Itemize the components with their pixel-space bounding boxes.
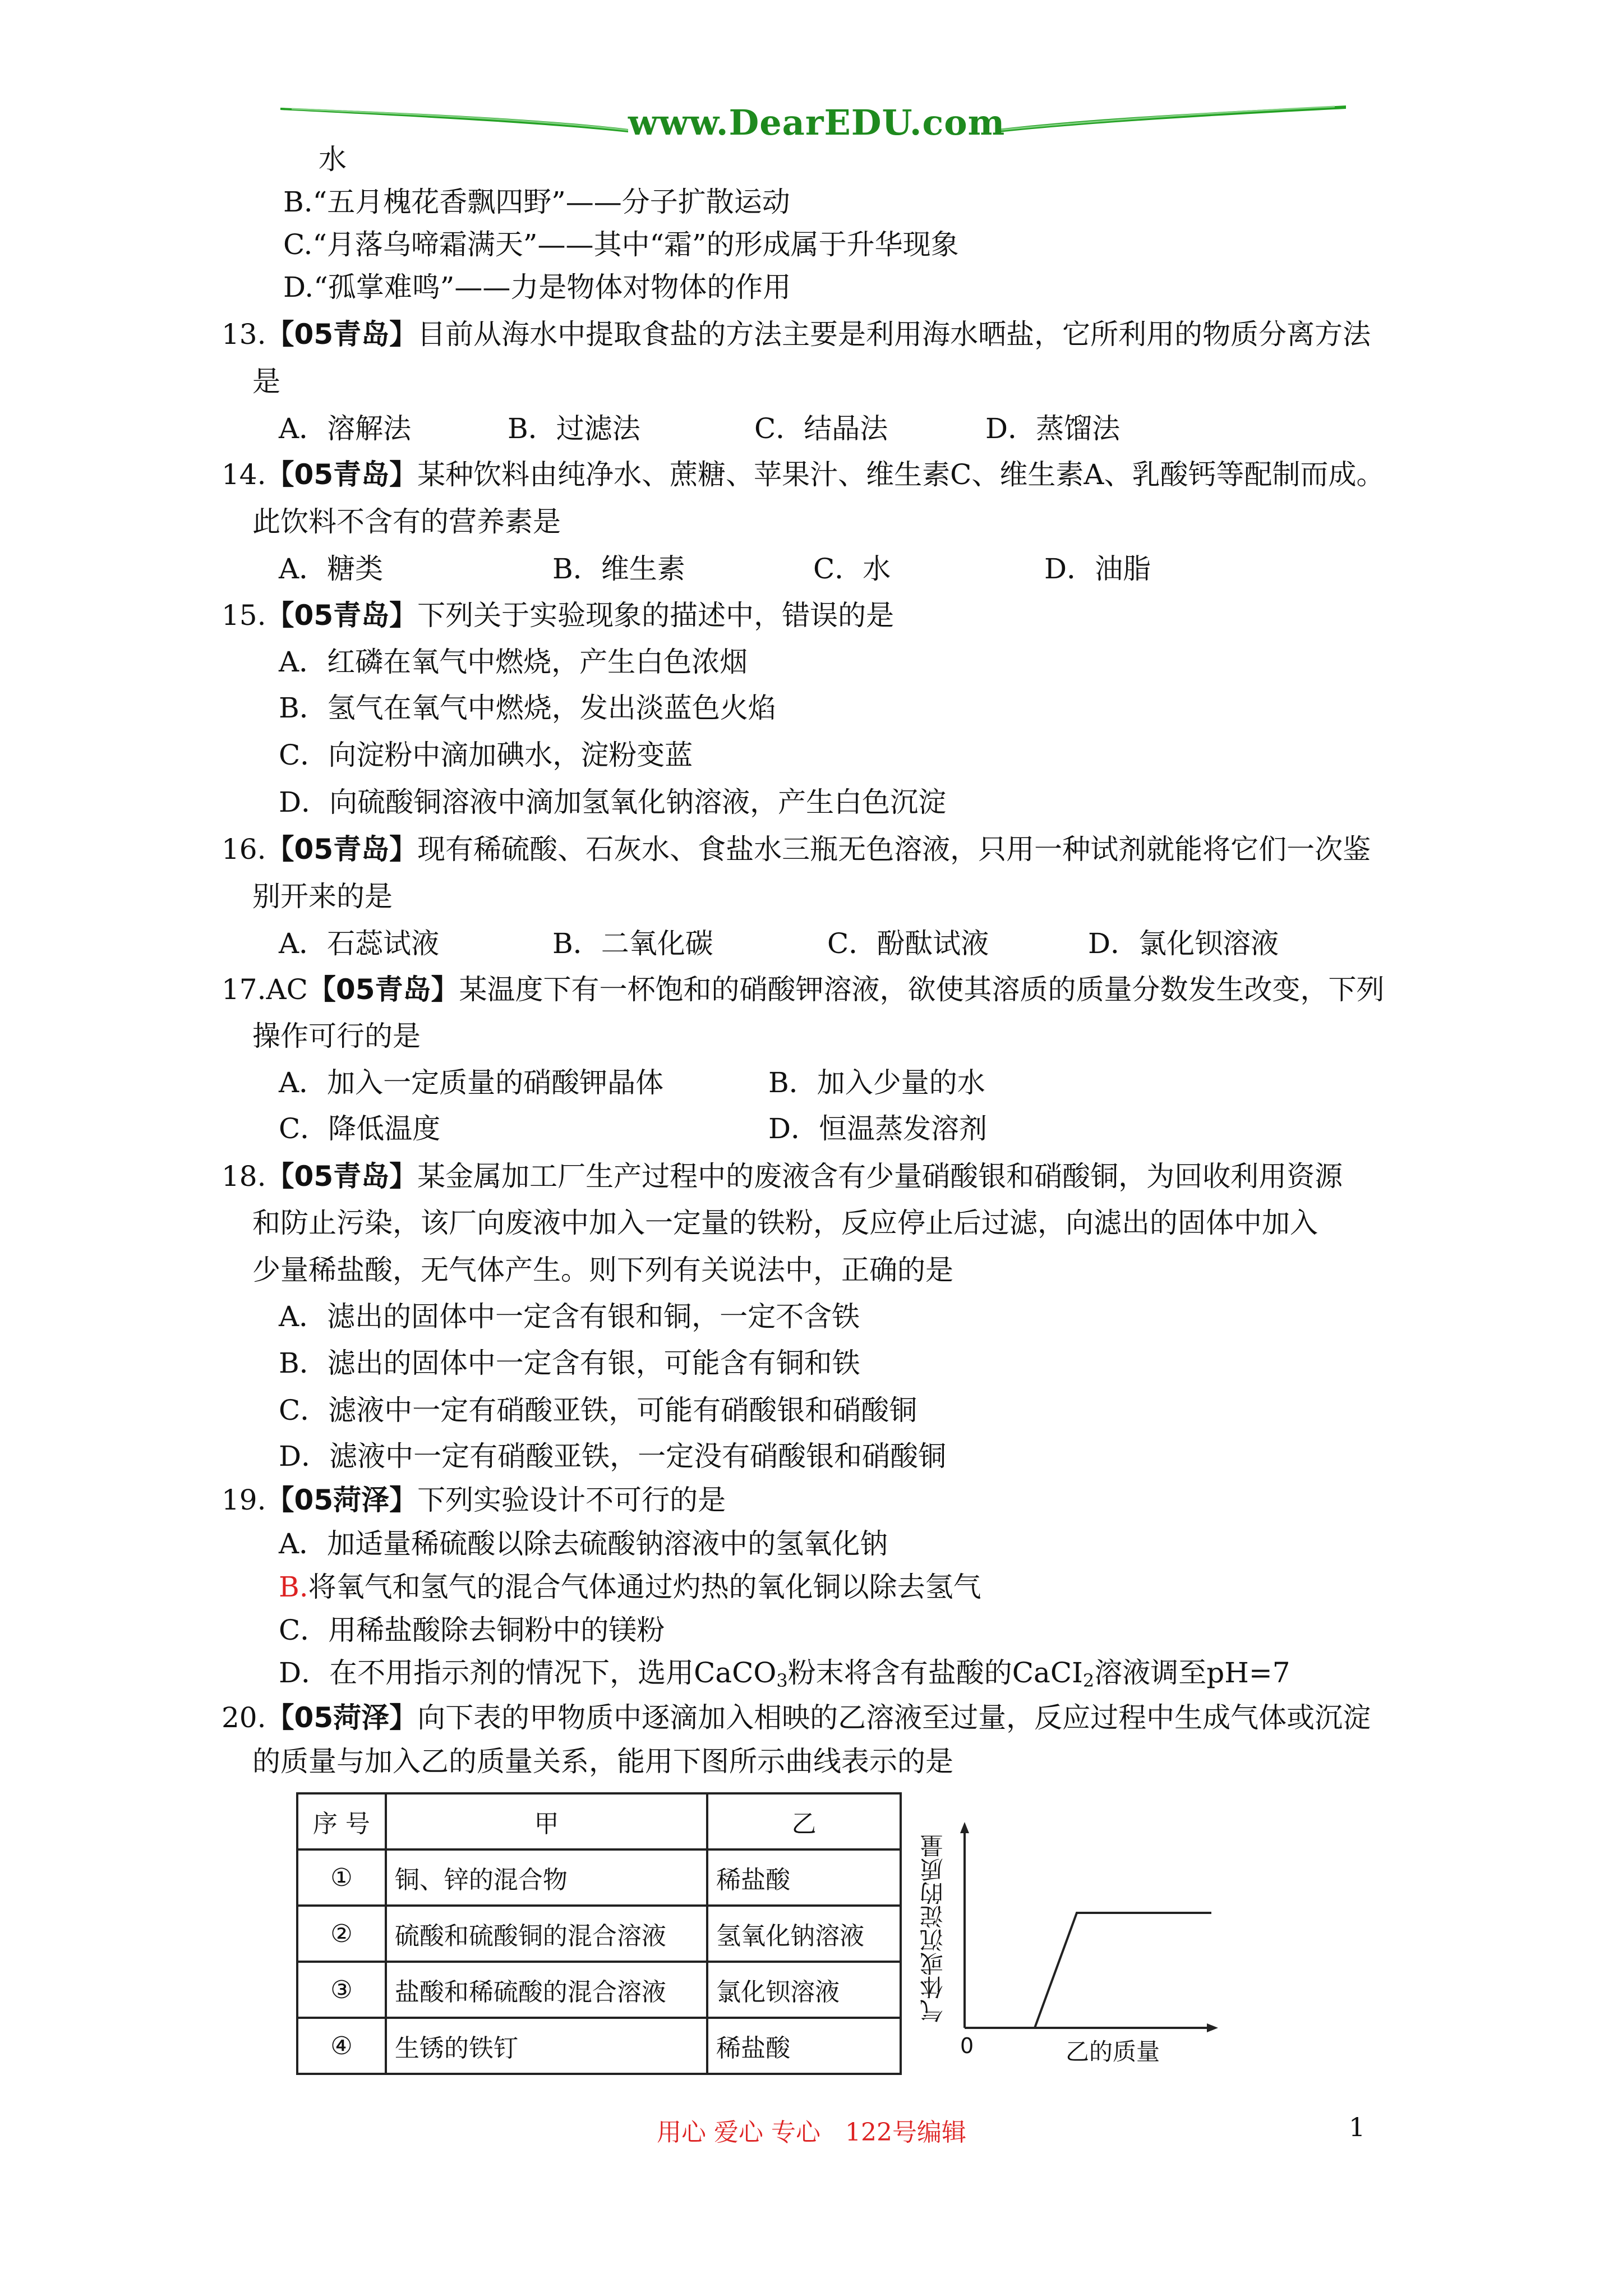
question-number: 13. [222, 318, 266, 351]
table-cell: 稀盐酸 [707, 2018, 901, 2074]
table-cell: 氢氧化钠溶液 [707, 1906, 901, 1962]
option-d: D．滤液中一定有硝酸亚铁，一定没有硝酸银和硝酸铜 [279, 1440, 947, 1473]
question-source: 【05青岛】 [307, 973, 459, 1006]
option-d: D．恒温蒸发溶剂 [768, 1112, 988, 1145]
option-d: D．向硫酸铜溶液中滴加氢氧化钠溶液，产生白色沉淀 [279, 786, 947, 818]
option-b-text: 将氧气和氢气的混合气体通过灼热的氧化铜以除去氢气 [308, 1571, 981, 1603]
site-url: www.DearEDU.com [628, 102, 1006, 143]
x-axis-arrow-icon [1207, 2023, 1218, 2032]
option-b: B．滤出的固体中一定含有银，可能含有铜和铁 [279, 1347, 860, 1379]
question-text: 某金属加工厂生产过程中的废液含有少量硝酸银和硝酸铜，为回收利用资源 [417, 1160, 1343, 1193]
question-number: 17. [222, 973, 266, 1006]
table-row [297, 2018, 901, 2074]
question-text: 下列实验设计不可行的是 [417, 1484, 726, 1516]
table-row [297, 1849, 901, 1906]
question-13 [222, 316, 1371, 352]
option-c: C．水 [813, 553, 891, 585]
answer-prefix: AC [266, 973, 308, 1006]
option-c: C．向淀粉中滴加碘水，淀粉变蓝 [279, 739, 693, 771]
question-number: 18. [222, 1160, 266, 1193]
question-text: 某温度下有一杯饱和的硝酸钾溶液，欲使其溶质的质量分数发生改变，下列 [459, 973, 1385, 1006]
question-source: 【05菏泽】 [266, 1484, 418, 1516]
option-d-text: 粉末将含有盐酸的CaCI [787, 1657, 1083, 1689]
question-15 [222, 597, 894, 633]
question-text: 向下表的甲物质中逐滴加入相映的乙溶液至过量，反应过程中生成气体或沉淀 [417, 1701, 1371, 1734]
table-cell: ① [297, 1849, 386, 1906]
question-number: 14. [222, 458, 266, 491]
table-cell: 稀盐酸 [707, 1849, 901, 1906]
option-d-text: 溶液调至pH=7 [1094, 1657, 1290, 1689]
option-a: A．红磷在氧气中燃烧，产生白色浓烟 [279, 646, 748, 678]
question-text: 操作可行的是 [252, 1020, 421, 1052]
footer-text: 用心 爱心 专心 122号编辑 [657, 2118, 966, 2147]
option-d [279, 1655, 1290, 1691]
site-header [280, 95, 1346, 163]
question-text: 和防止污染，该厂向废液中加入一定量的铁粉，反应停止后过滤，向滤出的固体中加入 [252, 1207, 1318, 1239]
table-cell: ③ [297, 1962, 386, 2018]
question-text: 的质量与加入乙的质量关系，能用下图所示曲线表示的是 [252, 1745, 953, 1778]
option-b: B.“五月槐花香飘四野”——分子扩散运动 [283, 186, 790, 218]
question-number: 20. [222, 1701, 266, 1734]
question-source: 【05青岛】 [266, 458, 418, 491]
table-row [297, 1906, 901, 1962]
data-table [296, 1792, 902, 2075]
question-source: 【05青岛】 [266, 318, 418, 351]
option-b: B．过滤法 [508, 412, 640, 445]
table-cell: 铜、锌的混合物 [386, 1849, 707, 1906]
option-b: B．加入少量的水 [768, 1066, 985, 1099]
question-17 [222, 972, 1385, 1007]
option-a: A．加适量稀硫酸以除去硫酸钠溶液中的氢氧化钠 [279, 1527, 888, 1560]
option-b-letter: B. [279, 1571, 308, 1603]
question-text: 是 [252, 365, 280, 398]
question-source: 【05青岛】 [266, 1160, 418, 1193]
option-b: B．维生素 [552, 553, 685, 585]
question-14 [222, 457, 1385, 493]
question-18 [222, 1158, 1343, 1194]
question-number: 15. [222, 599, 266, 632]
question-source: 【05青岛】 [266, 833, 418, 866]
table-cell: ② [297, 1906, 386, 1962]
option-b: B．氢气在氧气中燃烧，发出淡蓝色火焰 [279, 692, 776, 724]
option-d: D．油脂 [1044, 553, 1151, 585]
page-number: 1 [1349, 2112, 1366, 2142]
table-cell: 生锈的铁钉 [386, 2018, 707, 2074]
option-a: A．溶解法 [279, 412, 412, 445]
option-c: C．降低温度 [279, 1112, 441, 1145]
question-number: 16. [222, 833, 266, 866]
table-header-row [297, 1793, 901, 1849]
option-a: A．滤出的固体中一定含有银和铜，一定不含铁 [279, 1300, 860, 1333]
option-d: D．氯化钡溶液 [1088, 927, 1279, 960]
question-19 [222, 1482, 726, 1518]
question-source: 【05菏泽】 [266, 1701, 418, 1734]
mass-graph [914, 1818, 1273, 2064]
option-c: C．用稀盐酸除去铜粉中的镁粉 [279, 1614, 665, 1646]
option-c: C．结晶法 [754, 412, 888, 445]
option-c: C．酚酞试液 [827, 927, 989, 960]
question-text: 下列关于实验现象的描述中，错误的是 [417, 599, 895, 632]
y-axis-arrow-icon [960, 1822, 969, 1833]
table-cell: 硫酸和硫酸铜的混合溶液 [386, 1906, 707, 1962]
question-text: 此饮料不含有的营养素是 [252, 505, 561, 538]
table-header: 乙 [707, 1793, 901, 1849]
question-number: 19. [222, 1484, 266, 1516]
option-a: A．糖类 [279, 553, 384, 585]
table-header: 甲 [386, 1793, 707, 1849]
option-d: D.“孤掌难鸣”——力是物体对物体的作用 [283, 271, 791, 303]
option-b: B．二氧化碳 [552, 927, 713, 960]
table-cell: ④ [297, 2018, 386, 2074]
option-a: A．加入一定质量的硝酸钾晶体 [279, 1066, 664, 1099]
subscript: 2 [1082, 1670, 1095, 1691]
question-text: 别开来的是 [252, 880, 393, 913]
option-d-text: D．在不用指示剂的情况下，选用CaCO [279, 1657, 777, 1689]
graph-curve [1035, 1913, 1211, 2028]
option-c: C．滤液中一定有硝酸亚铁，可能有硝酸银和硝酸铜 [279, 1394, 917, 1427]
option-a: A．石蕊试液 [279, 927, 440, 960]
question-text: 现有稀硫酸、石灰水、食盐水三瓶无色溶液，只用一种试剂就能将它们一次鉴 [417, 833, 1371, 866]
table-cell: 氯化钡溶液 [707, 1962, 901, 2018]
question-text: 少量稀盐酸，无气体产生。则下列有关说法中，正确的是 [252, 1254, 953, 1286]
table-cell: 盐酸和稀硫酸的混合溶液 [386, 1962, 707, 2018]
graph-y-label: 气体或沉淀的质量 [919, 1834, 947, 2023]
graph-origin-label: 0 [960, 2033, 974, 2058]
option-d: D．蒸馏法 [985, 412, 1121, 445]
table-row [297, 1962, 901, 2018]
option-b [279, 1569, 981, 1605]
question-text: 某种饮料由纯净水、蔗糖、苹果汁、维生素C、维生素A、乳酸钙等配制而成。 [417, 458, 1385, 491]
continued-line: 水 [319, 143, 347, 176]
question-text: 目前从海水中提取食盐的方法主要是利用海水晒盐，它所利用的物质分离方法 [417, 318, 1371, 351]
option-c: C.“月落乌啼霜满天”——其中“霜”的形成属于升华现象 [283, 228, 959, 261]
table-header: 序 号 [297, 1793, 386, 1849]
subscript: 3 [776, 1670, 788, 1691]
question-source: 【05青岛】 [266, 599, 418, 632]
question-20 [222, 1700, 1371, 1736]
question-16 [222, 831, 1371, 867]
graph-x-label: 乙的质量 [1066, 2038, 1160, 2065]
